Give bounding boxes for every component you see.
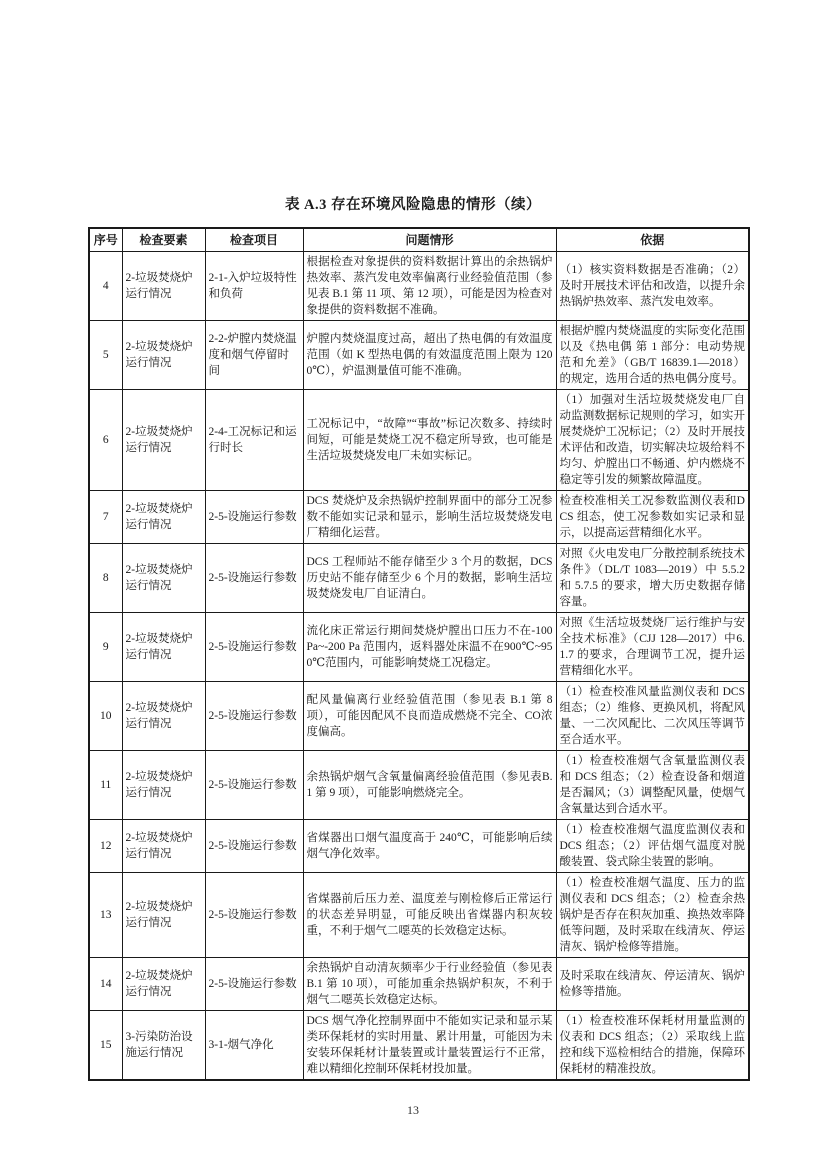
page-number: 13 [407, 1103, 419, 1117]
cell-basis: （1）检查校准烟气含氧量监测仪表和 DCS 组态；（2）检查设备和烟道是否漏风；（3）调整配风量，使烟气含氧量达到合适水平。 [556, 751, 749, 820]
table-row [89, 958, 749, 1011]
cell-element: 2-垃圾焚烧炉运行情况 [122, 682, 205, 751]
cell-basis: （1）检查校准风量监测仪表和 DCS组态；（2）维修、更换风机，将配风量、一二次风配比、二次风压等调节至合适水平。 [556, 682, 749, 751]
cell-element: 2-垃圾焚烧炉运行情况 [122, 873, 205, 958]
col-header-problem: 问题情形 [303, 228, 556, 252]
cell-problem: DCS 烟气净化控制界面中不能如实记录和显示某类环保耗材的实时用量、累计用量，可能因为未安装环保耗材计量装置或计量装置运行不正常，难以精细化控制环保耗材投加量。 [303, 1011, 556, 1081]
cell-element: 2-垃圾焚烧炉运行情况 [122, 613, 205, 682]
cell-element: 2-垃圾焚烧炉运行情况 [122, 958, 205, 1011]
cell-element: 3-污染防治设施运行情况 [122, 1011, 205, 1081]
cell-basis: （1）加强对生活垃圾焚烧发电厂自动监测数据标记规则的学习，如实开展焚烧炉工况标记；（2）及时开展技术评估和改造，切实解决垃圾给料不均匀、炉膛出口不畅通、炉内燃烧不稳定等引发的频繁故障温度。 [556, 390, 749, 491]
cell-item: 2-5-设施运行参数 [205, 958, 303, 1011]
cell-problem: 余热锅炉烟气含氧量偏离经验值范围（参见表B.1 第 9 项），可能影响燃烧完全。 [303, 751, 556, 820]
cell-element: 2-垃圾焚烧炉运行情况 [122, 544, 205, 613]
cell-problem: 配风量偏离行业经验值范围（参见表 B.1 第 8 项），可能因配风不良而造成燃烧不完全、CO浓度偏高。 [303, 682, 556, 751]
cell-no: 5 [89, 321, 122, 390]
cell-no: 14 [89, 958, 122, 1011]
cell-item: 2-4-工况标记和运行时长 [205, 390, 303, 491]
table-row [89, 390, 749, 491]
cell-basis: 对照《火电发电厂分散控制系统技术条件》（DL/T 1083—2019）中 5.5.2 和 5.7.5 的要求，增大历史数据存储容量。 [556, 544, 749, 613]
table-row [89, 544, 749, 613]
table-title: 表 A.3 存在环境风险隐患的情形（续） [284, 197, 542, 213]
cell-no: 10 [89, 682, 122, 751]
cell-item: 2-5-设施运行参数 [205, 613, 303, 682]
cell-item: 2-1-入炉垃圾特性和负荷 [205, 252, 303, 321]
table-row [89, 613, 749, 682]
cell-element: 2-垃圾焚烧炉运行情况 [122, 491, 205, 544]
cell-problem: 根据检查对象提供的资料数据计算出的余热锅炉热效率、蒸汽发电效率偏离行业经验值范围（参见表 B.1 第 11 项、第 12 项），可能是因为检查对象提供的资料数据不准确。 [303, 252, 556, 321]
cell-problem: DCS 焚烧炉及余热锅炉控制界面中的部分工况参数不能如实记录和显示，影响生活垃圾焚烧发电厂精细化运营。 [303, 491, 556, 544]
table-row [89, 682, 749, 751]
cell-element: 2-垃圾焚烧炉运行情况 [122, 751, 205, 820]
col-header-basis: 依据 [556, 228, 749, 252]
cell-basis: （1）检查校准环保耗材用量监测的仪表和 DCS 组态；（2）采取线上监控和线下巡检相结合的措施，保障环保耗材的精准投放。 [556, 1011, 749, 1081]
cell-problem: 炉膛内焚烧温度过高，超出了热电偶的有效温度范围（如 K 型热电偶的有效温度范围上限为 1200℃），炉温测量值可能不准确。 [303, 321, 556, 390]
cell-no: 6 [89, 390, 122, 491]
cell-element: 2-垃圾焚烧炉运行情况 [122, 820, 205, 873]
cell-basis: 对照《生活垃圾焚烧厂运行维护与安全技术标准》（CJJ 128—2017）中6.1.7 的要求，合理调节工况，提升运营精细化水平。 [556, 613, 749, 682]
cell-problem: 工况标记中，“故障”“事故”标记次数多、持续时间短，可能是焚烧工况不稳定所导致，也可能是生活垃圾焚烧发电厂未如实标记。 [303, 390, 556, 491]
cell-element: 2-垃圾焚烧炉运行情况 [122, 390, 205, 491]
cell-item: 2-5-设施运行参数 [205, 682, 303, 751]
cell-item: 2-2-炉膛内焚烧温度和烟气停留时间 [205, 321, 303, 390]
table-header-row [89, 228, 749, 252]
table-row [89, 321, 749, 390]
cell-problem: 流化床正常运行期间焚烧炉膛出口压力不在-100 Pa~-200 Pa 范围内，返料器处床温不在900℃~950℃范围内，可能影响焚烧工况稳定。 [303, 613, 556, 682]
cell-element: 2-垃圾焚烧炉运行情况 [122, 321, 205, 390]
table-row [89, 820, 749, 873]
cell-no: 11 [89, 751, 122, 820]
col-header-item: 检查项目 [205, 228, 303, 252]
table-row [89, 252, 749, 321]
cell-problem: DCS 工程师站不能存储至少 3 个月的数据，DCS 历史站不能存储至少 6 个月的数据，影响生活垃圾焚烧发电厂自证清白。 [303, 544, 556, 613]
cell-problem: 余热锅炉自动清灰频率少于行业经验值（参见表 B.1 第 10 项），可能加重余热锅炉积灰，不利于烟气二噁英长效稳定达标。 [303, 958, 556, 1011]
cell-basis: 检查校准相关工况参数监测仪表和DCS 组态，使工况参数如实记录和显示，以提高运营精细化水平。 [556, 491, 749, 544]
cell-problem: 省煤器出口烟气温度高于 240℃，可能影响后续烟气净化效率。 [303, 820, 556, 873]
cell-basis: （1）检查校准烟气温度、压力的监测仪表和 DCS 组态；（2）检查余热锅炉是否存在积灰加重、换热效率降低等问题，及时采取在线清灰、停运清灰、锅炉检修等措施。 [556, 873, 749, 958]
cell-no: 4 [89, 252, 122, 321]
risk-table [88, 227, 750, 1081]
col-header-element: 检查要素 [122, 228, 205, 252]
cell-item: 2-5-设施运行参数 [205, 751, 303, 820]
table-row [89, 1011, 749, 1081]
cell-no: 8 [89, 544, 122, 613]
table-row [89, 873, 749, 958]
cell-no: 7 [89, 491, 122, 544]
cell-item: 2-5-设施运行参数 [205, 491, 303, 544]
cell-basis: （1）核实资料数据是否准确；（2）及时开展技术评估和改造，以提升余热锅炉热效率、蒸汽发电效率。 [556, 252, 749, 321]
cell-basis: （1）检查校准烟气温度监测仪表和DCS 组态；（2）评估烟气温度对脱酸装置、袋式除尘装置的影响。 [556, 820, 749, 873]
cell-item: 2-5-设施运行参数 [205, 873, 303, 958]
cell-basis: 及时采取在线清灰、停运清灰、锅炉检修等措施。 [556, 958, 749, 1011]
table-row [89, 751, 749, 820]
cell-item: 3-1-烟气净化 [205, 1011, 303, 1081]
cell-item: 2-5-设施运行参数 [205, 544, 303, 613]
cell-basis: 根据炉膛内焚烧温度的实际变化范围以及《热电偶 第 1 部分：电动势规范和允差》（GB/T 16839.1—2018）的规定，选用合适的热电偶分度号。 [556, 321, 749, 390]
cell-no: 15 [89, 1011, 122, 1081]
cell-element: 2-垃圾焚烧炉运行情况 [122, 252, 205, 321]
col-header-no: 序号 [89, 228, 122, 252]
cell-no: 13 [89, 873, 122, 958]
cell-problem: 省煤器前后压力差、温度差与刚检修后正常运行的状态差异明显，可能反映出省煤器内积灰较重，不利于烟气二噁英的长效稳定达标。 [303, 873, 556, 958]
cell-no: 12 [89, 820, 122, 873]
cell-item: 2-5-设施运行参数 [205, 820, 303, 873]
table-row [89, 491, 749, 544]
cell-no: 9 [89, 613, 122, 682]
